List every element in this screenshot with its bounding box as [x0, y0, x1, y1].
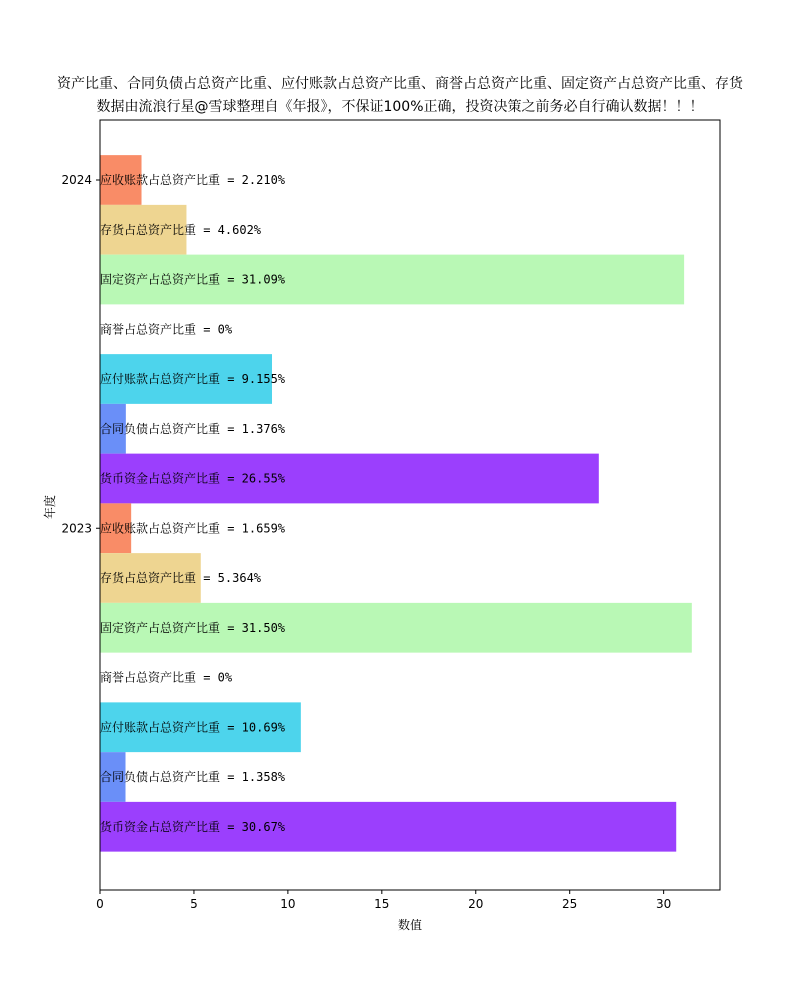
bar-data-label: 货币资金占总资产比重 = 30.67% — [100, 819, 286, 834]
bar-data-label: 应付账款占总资产比重 = 10.69% — [100, 720, 286, 735]
bars-layer — [100, 155, 692, 852]
bar-data-label: 固定资产占总资产比重 = 31.50% — [100, 620, 286, 635]
x-tick-label: 10 — [280, 897, 296, 911]
y-tick-label: 2023 — [61, 521, 92, 536]
y-axis-label: 年度 — [43, 494, 57, 520]
x-tick-label: 25 — [562, 897, 578, 911]
x-tick-label: 30 — [655, 897, 672, 911]
bar-data-label: 应付账款占总资产比重 = 9.155% — [100, 372, 286, 386]
bar-data-label: 存货占总资产比重 = 5.364% — [100, 571, 262, 585]
bar-data-label: 应收账款占总资产比重 = 2.210% — [100, 173, 286, 187]
x-axis-label: 数值 — [397, 918, 423, 932]
y-axis — [61, 173, 100, 535]
chart-title-line2: 数据由流浪行星@雪球整理自《年报》，不保证100%正确，投资决策之前务必自行确认数据！！！ — [96, 99, 704, 115]
bar-data-label: 应收账款占总资产比重 = 1.659% — [100, 521, 286, 536]
bar-data-label: 商誉占总资产比重 = 0% — [100, 322, 233, 337]
x-tick-label: 20 — [468, 897, 484, 911]
chart-title-line1: 资产比重、合同负债占总资产比重、应付账款占总资产比重、商誉占总资产比重、固定资产占总资产比重、存货 — [57, 76, 743, 92]
x-axis — [96, 890, 671, 911]
bar-data-label: 合同负债占总资产比重 = 1.358% — [100, 770, 286, 784]
bar-data-label: 合同负债占总资产比重 = 1.376% — [100, 421, 286, 436]
bar-data-label: 固定资产占总资产比重 = 31.09% — [100, 272, 286, 287]
bar-data-label: 货币资金占总资产比重 = 26.55% — [100, 471, 286, 486]
x-tick-label: 15 — [374, 897, 390, 911]
bar-data-label: 存货占总资产比重 = 4.602% — [100, 222, 262, 237]
x-tick-label: 5 — [190, 897, 198, 911]
x-tick-label: 0 — [96, 897, 104, 911]
y-tick-label: 2024 — [61, 173, 92, 187]
bar-data-label: 商誉占总资产比重 = 0% — [100, 670, 233, 685]
